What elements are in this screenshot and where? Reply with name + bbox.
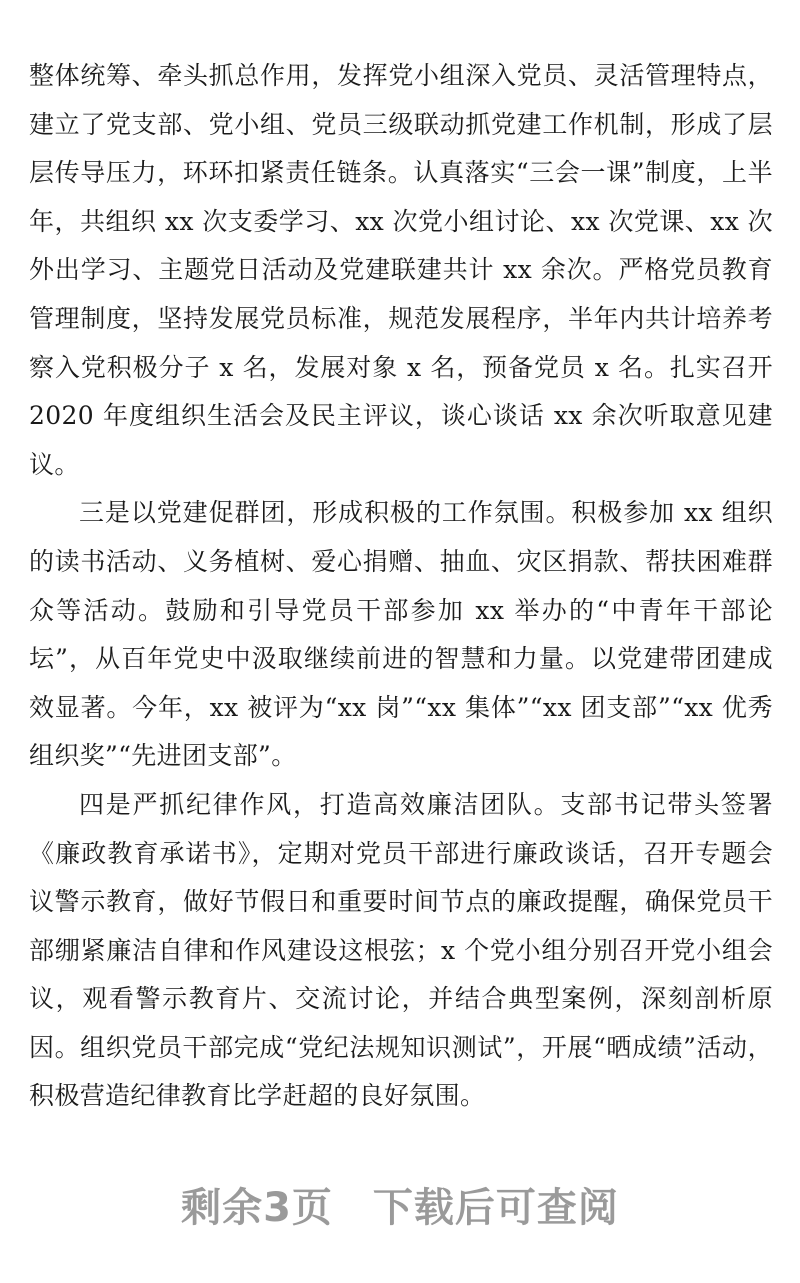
paragraph-continuation: 整体统筹、牵头抓总作用，发挥党小组深入党员、灵活管理特点，建立了党支部、党小组、党员三级联动抓党建工作机制，形成了层层传导压力，环环扣紧责任链条。认真落实“三会一课”制度，上半年，共组织 xx 次支委学习、xx 次党小组讨论、xx 次党课、xx 次外出学习、主题党日活动及党建联建共计 xx 余次。严格党员教育管理制度，坚持发展党员标准，规范发展程序，半年内共计培养考察入党积极分子 x 名，发展对象 x 名，预备党员 x 名。扎实召开 2020 年度组织生活会及民主评议，谈心谈话 xx 余次听取意见建议。 <box>29 61 773 479</box>
paragraph-section-three: 三是以党建促群团，形成积极的工作氛围。积极参加 xx 组织的读书活动、义务植树、爱心捐赠、抽血、灾区捐款、帮扶困难群众等活动。鼓励和引导党员干部参加 xx 举办的“中青年干部论坛”，从百年党史中汲取继续前进的智慧和力量。以党建带团建成效显著。今年，xx 被评为“xx 岗”“xx 集体”“xx 团支部”“xx 优秀组织奖”“先进团支部”。 <box>29 498 773 771</box>
remaining-pages-label: 剩余3页 <box>181 1185 333 1231</box>
paragraph-section-four: 四是严抓纪律作风，打造高效廉洁团队。支部书记带头签署《廉政教育承诺书》，定期对党员干部进行廉政谈话，召开专题会议警示教育，做好节假日和重要时间节点的廉政提醒，确保党员干部绷紧廉洁自律和作风建设这根弦；x 个党小组分别召开党小组会议，观看警示教育片、交流讨论，并结合典型案例，深刻剖析原因。组织党员干部完成“党纪法规知识测试”，开展“晒成绩”活动，积极营造纪律教育比学赶超的良好氛围。 <box>29 789 773 1111</box>
document-body <box>29 52 773 1121</box>
download-hint-label: 下载后可查阅 <box>372 1185 619 1231</box>
download-prompt[interactable] <box>0 1176 800 1233</box>
